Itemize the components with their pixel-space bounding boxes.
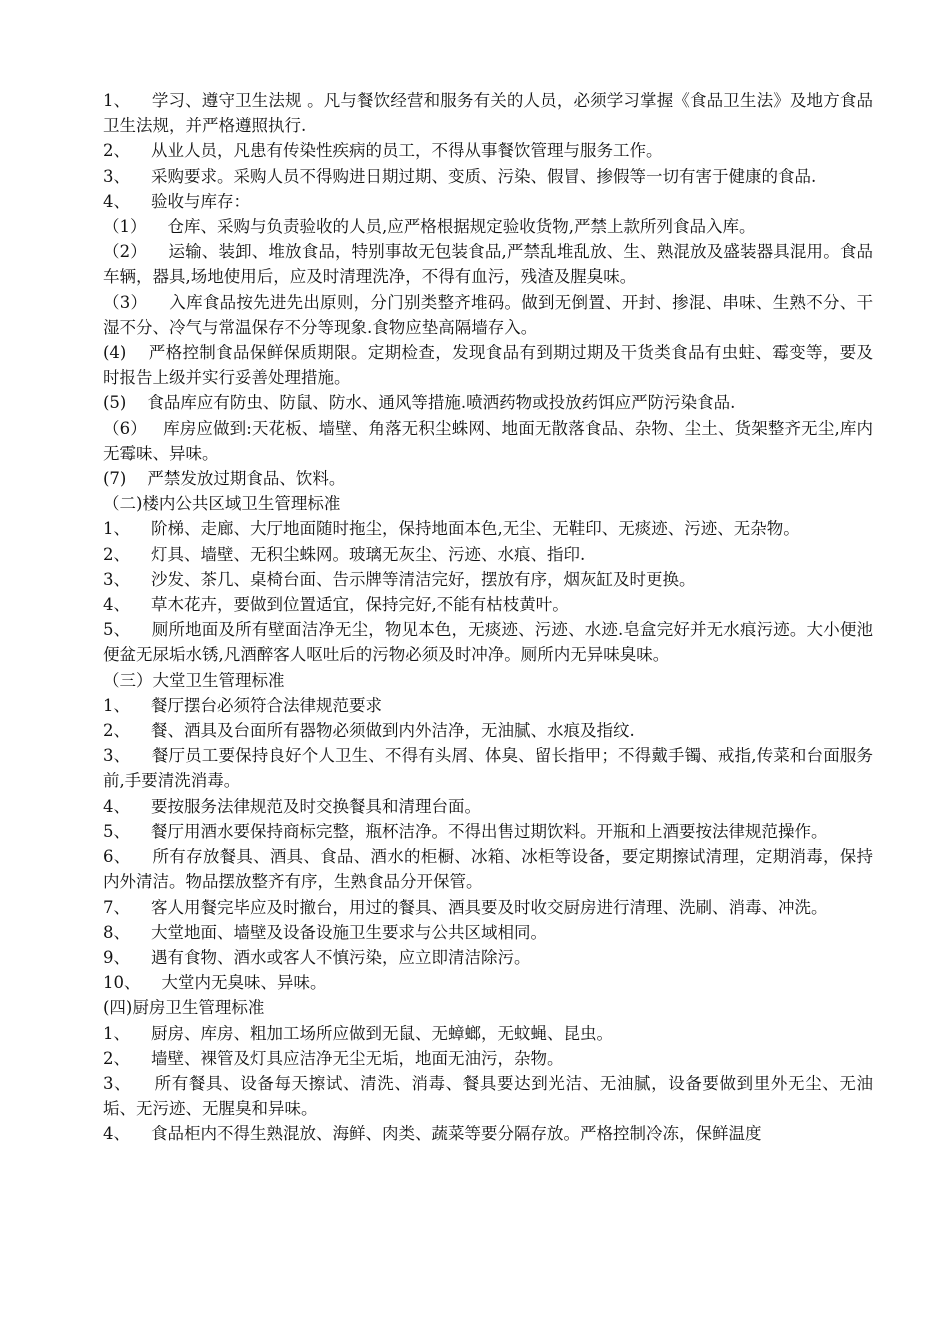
paragraph: 5、 厕所地面及所有壁面洁净无尘，物见本色，无痰迹、污迹、水迹.皂盒完好并无水痕污迹。大小便池便盆无尿垢水锈,凡酒醉客人呕吐后的污物必须及时冲净。厕所内无异味臭味。 <box>103 620 873 665</box>
document-body <box>103 88 873 1147</box>
paragraph: 3、 餐厅员工要保持良好个人卫生、不得有头屑、体臭、留长指甲；不得戴手镯、戒指,传菜和台面服务前,手要清洗消毒。 <box>103 746 873 791</box>
paragraph: 10、 大堂内无臭味、异味。 <box>103 973 327 993</box>
paragraph: 9、 遇有食物、酒水或客人不慎污染，应立即清洁除污。 <box>103 947 531 967</box>
paragraph: 5、 餐厅用酒水要保持商标完整，瓶杯洁净。不得出售过期饮料。开瓶和上酒要按法律规范操作。 <box>103 821 828 841</box>
paragraph: （1） 仓库、采购与负责验收的人员,应严格根据规定验收货物,严禁上款所列食品入库。 <box>103 217 756 237</box>
paragraph: (7) 严禁发放过期食品、饮料。 <box>103 469 346 489</box>
paragraph: （3） 入库食品按先进先出原则，分门别类整齐堆码。做到无倒置、开封、掺混、串味、生熟不分、干湿不分、冷气与常温保存不分等现象.食物应垫高隔墙存入。 <box>103 292 873 337</box>
paragraph: (4) 严格控制食品保鲜保质期限。定期检查，发现食品有到期过期及干货类食品有虫蛀、霉变等，要及时报告上级并实行妥善处理措施。 <box>103 343 873 388</box>
paragraph: 1、 厨房、库房、粗加工场所应做到无鼠、无蟑螂，无蚊蝇、昆虫。 <box>103 1023 613 1043</box>
paragraph: 2、 从业人员，凡患有传染性疾病的员工，不得从事餐饮管理与服务工作。 <box>103 141 663 161</box>
paragraph: 3、 采购要求。采购人员不得购进日期过期、变质、污染、假冒、掺假等一切有害于健康的食品. <box>103 166 817 186</box>
paragraph: 1、 阶梯、走廊、大厅地面随时拖尘，保持地面本色,无尘、无鞋印、无痰迹、污迹、无杂物。 <box>103 519 800 539</box>
paragraph: 6、 所有存放餐具、酒具、食品、酒水的柜橱、冰箱、冰柜等设备，要定期擦试清理，定期消毒，保持内外清洁。物品摆放整齐有序，生熟食品分开保管。 <box>103 847 873 892</box>
paragraph: 4、 食品柜内不得生熟混放、海鲜、肉类、蔬菜等要分隔存放。严格控制冷冻，保鲜温度 <box>103 1124 762 1144</box>
paragraph: 3、 沙发、茶几、桌椅台面、告示牌等清洁完好，摆放有序，烟灰缸及时更换。 <box>103 569 696 589</box>
paragraph: 1、 餐厅摆台必须符合法律规范要求 <box>103 695 382 715</box>
paragraph: 4、 要按服务法律规范及时交换餐具和清理台面。 <box>103 796 481 816</box>
paragraph: 2、 灯具、墙壁、无积尘蛛网。玻璃无灰尘、污迹、水痕、指印. <box>103 544 586 564</box>
section-heading: (四)厨房卫生管理标准 <box>103 998 265 1018</box>
paragraph: 1、 学习、遵守卫生法规 。凡与餐饮经营和服务有关的人员，必须学习掌握《食品卫生法》及地方食品卫生法规，并严格遵照执行. <box>103 91 873 136</box>
paragraph: 8、 大堂地面、墙壁及设备设施卫生要求与公共区域相同。 <box>103 922 547 942</box>
paragraph: 4、 验收与库存： <box>103 191 250 211</box>
paragraph: 4、 草木花卉，要做到位置适宜，保持完好,不能有枯枝黄叶。 <box>103 595 569 615</box>
section-heading: （三）大堂卫生管理标准 <box>103 670 285 690</box>
paragraph: （6） 库房应做到:天花板、墙壁、角落无积尘蛛网、地面无散落食品、杂物、尘土、货架整齐无尘,库内无霉味、异味。 <box>103 418 873 463</box>
section-heading: （二)楼内公共区域卫生管理标准 <box>103 494 341 514</box>
paragraph: 2、 墙壁、裸管及灯具应洁净无尘无垢，地面无油污，杂物。 <box>103 1048 564 1068</box>
paragraph: 7、 客人用餐完毕应及时撤台，用过的餐具、酒具要及时收交厨房进行清理、洗刷、消毒、冲洗。 <box>103 897 828 917</box>
paragraph: 2、 餐、酒具及台面所有器物必须做到内外洁净，无油腻、水痕及指纹. <box>103 721 635 741</box>
paragraph: (5) 食品库应有防虫、防鼠、防水、通风等措施.喷洒药物或投放药饵应严防污染食品. <box>103 393 736 413</box>
paragraph: （2） 运输、装卸、堆放食品，特别事故无包装食品,严禁乱堆乱放、生、熟混放及盛装器具混用。食品车辆，器具,场地使用后，应及时清理洗净，不得有血污，残渣及腥臭味。 <box>103 242 873 287</box>
paragraph: 3、 所有餐具、设备每天擦试、清洗、消毒、餐具要达到光洁、无油腻，设备要做到里外无尘、无油垢、无污迹、无腥臭和异味。 <box>103 1073 873 1119</box>
